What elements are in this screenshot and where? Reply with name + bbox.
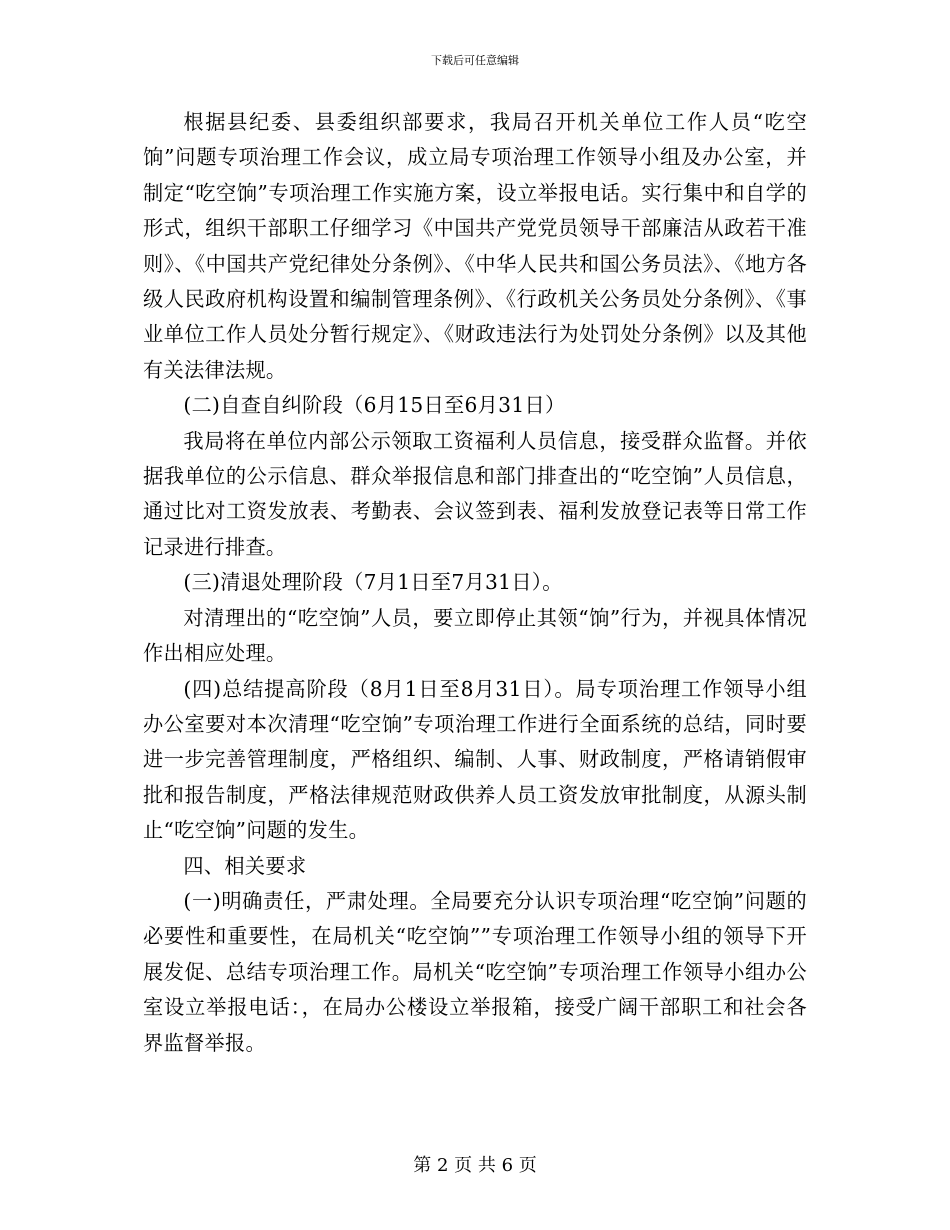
heading-cleanup-stage: (三)清退处理阶段（7月1日至7月31日）。 (183, 570, 563, 595)
paragraph-responsibility: (一)明确责任，严肃处理。全局要充分认识专项治理“吃空饷”问题的必要性和重要性，在局机关“吃空饷””专项治理工作领导小组的领导下开展发促、总结专项治理工作。局机关“吃空饷”专项治理工作领导小组办公室设立举报电话：，在局办公楼设立举报箱，接受广阔干部职工和社会各界监督举报。 (143, 888, 807, 1055)
page-number-text: 第 2 页 共 6 页 (413, 1155, 537, 1176)
page-header-note: 下载后可任意编辑 (431, 54, 519, 67)
paragraph-study-laws: 根据县纪委、县委组织部要求，我局召开机关单位工作人员“吃空饷”问题专项治理工作会议，成立局专项治理工作领导小组及办公室，并制定“吃空饷”专项治理工作实施方案，设立举报电话。实行集中和自学的形式，组织干部职工仔细学习《中国共产党党员领导干部廉洁从政若干准则》、《中国共产党纪律处分条例》、《中华人民共和国公务员法》、《地方各级人民政府机构设置和编制管理条例》、《行政机关公务员处分条例》、《事业单位工作人员处分暂行规定》、《财政违法行为处罚处分条例》以及其他有关法律法规。 (143, 110, 807, 382)
document-body (143, 105, 807, 1061)
heading-self-inspection-stage: (二)自查自纠阶段（6月15日至6月31日） (183, 393, 566, 418)
paragraph-self-inspection: 我局将在单位内部公示领取工资福利人员信息，接受群众监督。并依据我单位的公示信息、群众举报信息和部门排查出的“吃空饷”人员信息，通过比对工资发放表、考勤表、会议签到表、福利发放登记表等日常工作记录进行排查。 (143, 428, 807, 559)
paragraph-cleanup: 对清理出的“吃空饷”人员，要立即停止其领“饷”行为，并视具体情况作出相应处理。 (143, 605, 807, 666)
heading-requirements: 四、相关要求 (183, 853, 307, 878)
page-number-footer (0, 1155, 950, 1177)
paragraph-summary-stage: (四)总结提高阶段（8月1日至8月31日）。局专项治理工作领导小组办公室要对本次清理“吃空饷”专项治理工作进行全面系统的总结，同时要进一步完善管理制度，严格组织、编制、人事、财政制度，严格请销假审批和报告制度，严格法律规范财政供养人员工资发放审批制度，从源头制止“吃空饷”问题的发生。 (143, 676, 807, 843)
